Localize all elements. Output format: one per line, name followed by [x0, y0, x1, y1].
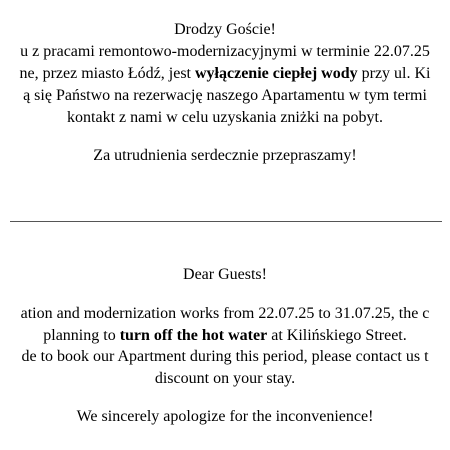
english-text-line-4: discount on your stay.: [154, 370, 296, 387]
polish-line-2-end: przy ul. Ki: [357, 65, 431, 82]
polish-text-line-4: kontakt z nami w celu uzyskania zniżki na pobyt.: [67, 109, 383, 126]
polish-greeting: Drodzy Goście!: [174, 21, 276, 38]
english-line-2-start: planning to: [43, 327, 120, 344]
polish-text-line-1: u z pracami remontowo-modernizacyjnymi w terminie 22.07.25: [20, 43, 430, 60]
english-greeting: Dear Guests!: [183, 266, 267, 283]
polish-hot-water-emphasis: wyłączenie ciepłej wody: [195, 65, 358, 82]
polish-text-line-3: ą się Państwo na rezerwację naszego Apartamentu w tym termi: [23, 87, 427, 104]
english-hot-water-emphasis: turn off the hot water: [119, 327, 268, 344]
polish-text-line-2: [20, 63, 431, 85]
polish-apology: Za utrudnienia serdecznie przepraszamy!: [93, 147, 357, 164]
english-text-line-3: de to book our Apartment during this period, please contact us t: [21, 348, 429, 365]
polish-line-2-start: ne, przez miasto Łódź, jest: [19, 65, 195, 82]
english-apology: We sincerely apologize for the inconvenience!: [76, 408, 374, 425]
english-text-line-2: [43, 325, 407, 347]
english-text-line-1: ation and modernization works from 22.07.25 to 31.07.25, the c: [20, 305, 430, 322]
english-line-2-end: at Kilińskiego Street.: [267, 327, 407, 344]
section-divider: [10, 221, 442, 222]
